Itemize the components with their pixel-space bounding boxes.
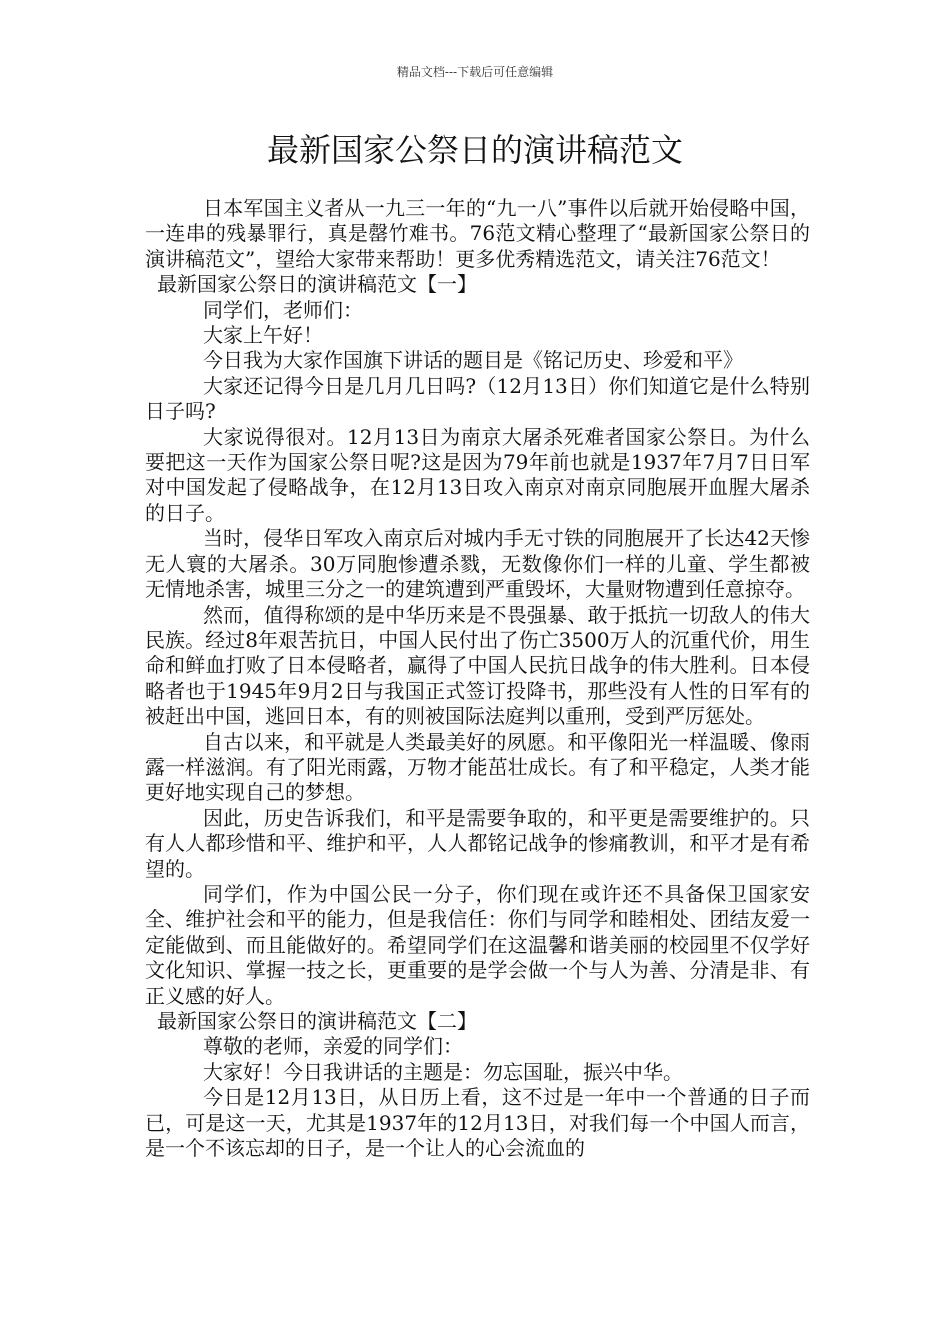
paragraph: 今日我为大家作国旗下讲话的题目是《铭记历史、珍爱和平》 [203,348,743,373]
document-body [145,196,810,1161]
paragraph: 因此，历史告诉我们，和平是需要争取的，和平更是需要维护的。只有人人都珍惜和平、维护和平，人人都铭记战争的惨痛教训，和平才是有希望的。 [145,805,810,881]
paragraph: 同学们，作为中国公民一分子，你们现在或许还不具备保卫国家安全、维护社会和平的能力，但是我信任：你们与同学和睦相处、团结友爱一定能做到、而且能做好的。希望同学们在这温馨和谐美丽的校园里不仅学好文化知识、掌握一技之长，更重要的是学会做一个与人为善、分清是非、有正义感的好人。 [145,881,810,1008]
paragraph: 然而，值得称颂的是中华历来是不畏强暴、敢于抵抗一切敌人的伟大民族。经过8年艰苦抗日，中国人民付出了伤亡3500万人的沉重代价，用生命和鲜血打败了日本侵略者，赢得了中国人民抗日战争的伟大胜利。日本侵略者也于1945年9月2日与我国正式签订投降书，那些没有人性的日军有的被赶出中国，逃回日本，有的则被国际法庭判以重刑，受到严厉惩处。 [145,602,810,729]
paragraph: 同学们，老师们： [203,297,363,322]
paragraph: 当时，侵华日军攻入南京后对城内手无寸铁的同胞展开了长达42天惨无人寰的大屠杀。30万同胞惨遭杀戮，无数像你们一样的儿童、学生都被无情地杀害，城里三分之一的建筑遭到严重毁坏，大量财物遭到任意掠夺。 [145,526,810,602]
paragraph: 自古以来，和平就是人类最美好的夙愿。和平像阳光一样温暖、像雨露一样滋润。有了阳光雨露，万物才能茁壮成长。有了和平稳定，人类才能更好地实现自己的梦想。 [145,729,810,805]
header-note: 精品文档---下载后可任意编辑 [396,65,554,79]
paragraph: 日本军国主义者从一九三一年的“九一八”事件以后就开始侵略中国，一连串的残暴罪行，真是罄竹难书。76范文精心整理了“最新国家公祭日的演讲稿范文”，望给大家带来帮助！更多优秀精选范文，请关注76范文！ [145,196,810,271]
paragraph: 大家上午好！ [203,323,323,348]
section-heading: 最新国家公祭日的演讲稿范文【二】 [157,1009,477,1033]
paragraph: 今日是12月13日，从日历上看，这不过是一年中一个普通的日子而已，可是这一天，尤其是1937年的12月13日，对我们每一个中国人而言，是一个不该忘却的日子，是一个让人的心会流血的 [145,1085,810,1161]
paragraph: 大家好！今日我讲话的主题是：勿忘国耻，振兴中华。 [203,1059,683,1084]
paragraph: 大家说得很对。12月13日为南京大屠杀死难者国家公祭日。为什么要把这一天作为国家公祭日呢?这是因为79年前也就是1937年7月7日日军对中国发起了侵略战争，在12月13日攻入南京对南京同胞展开血腥大屠杀的日子。 [145,424,810,525]
page-title: 最新国家公祭日的演讲稿范文 [266,131,683,169]
paragraph: 大家还记得今日是几月几日吗?（12月13日）你们知道它是什么特别日子吗? [145,373,810,424]
section-heading: 最新国家公祭日的演讲稿范文【一】 [157,272,477,297]
paragraph: 尊敬的老师，亲爱的同学们： [203,1034,463,1059]
